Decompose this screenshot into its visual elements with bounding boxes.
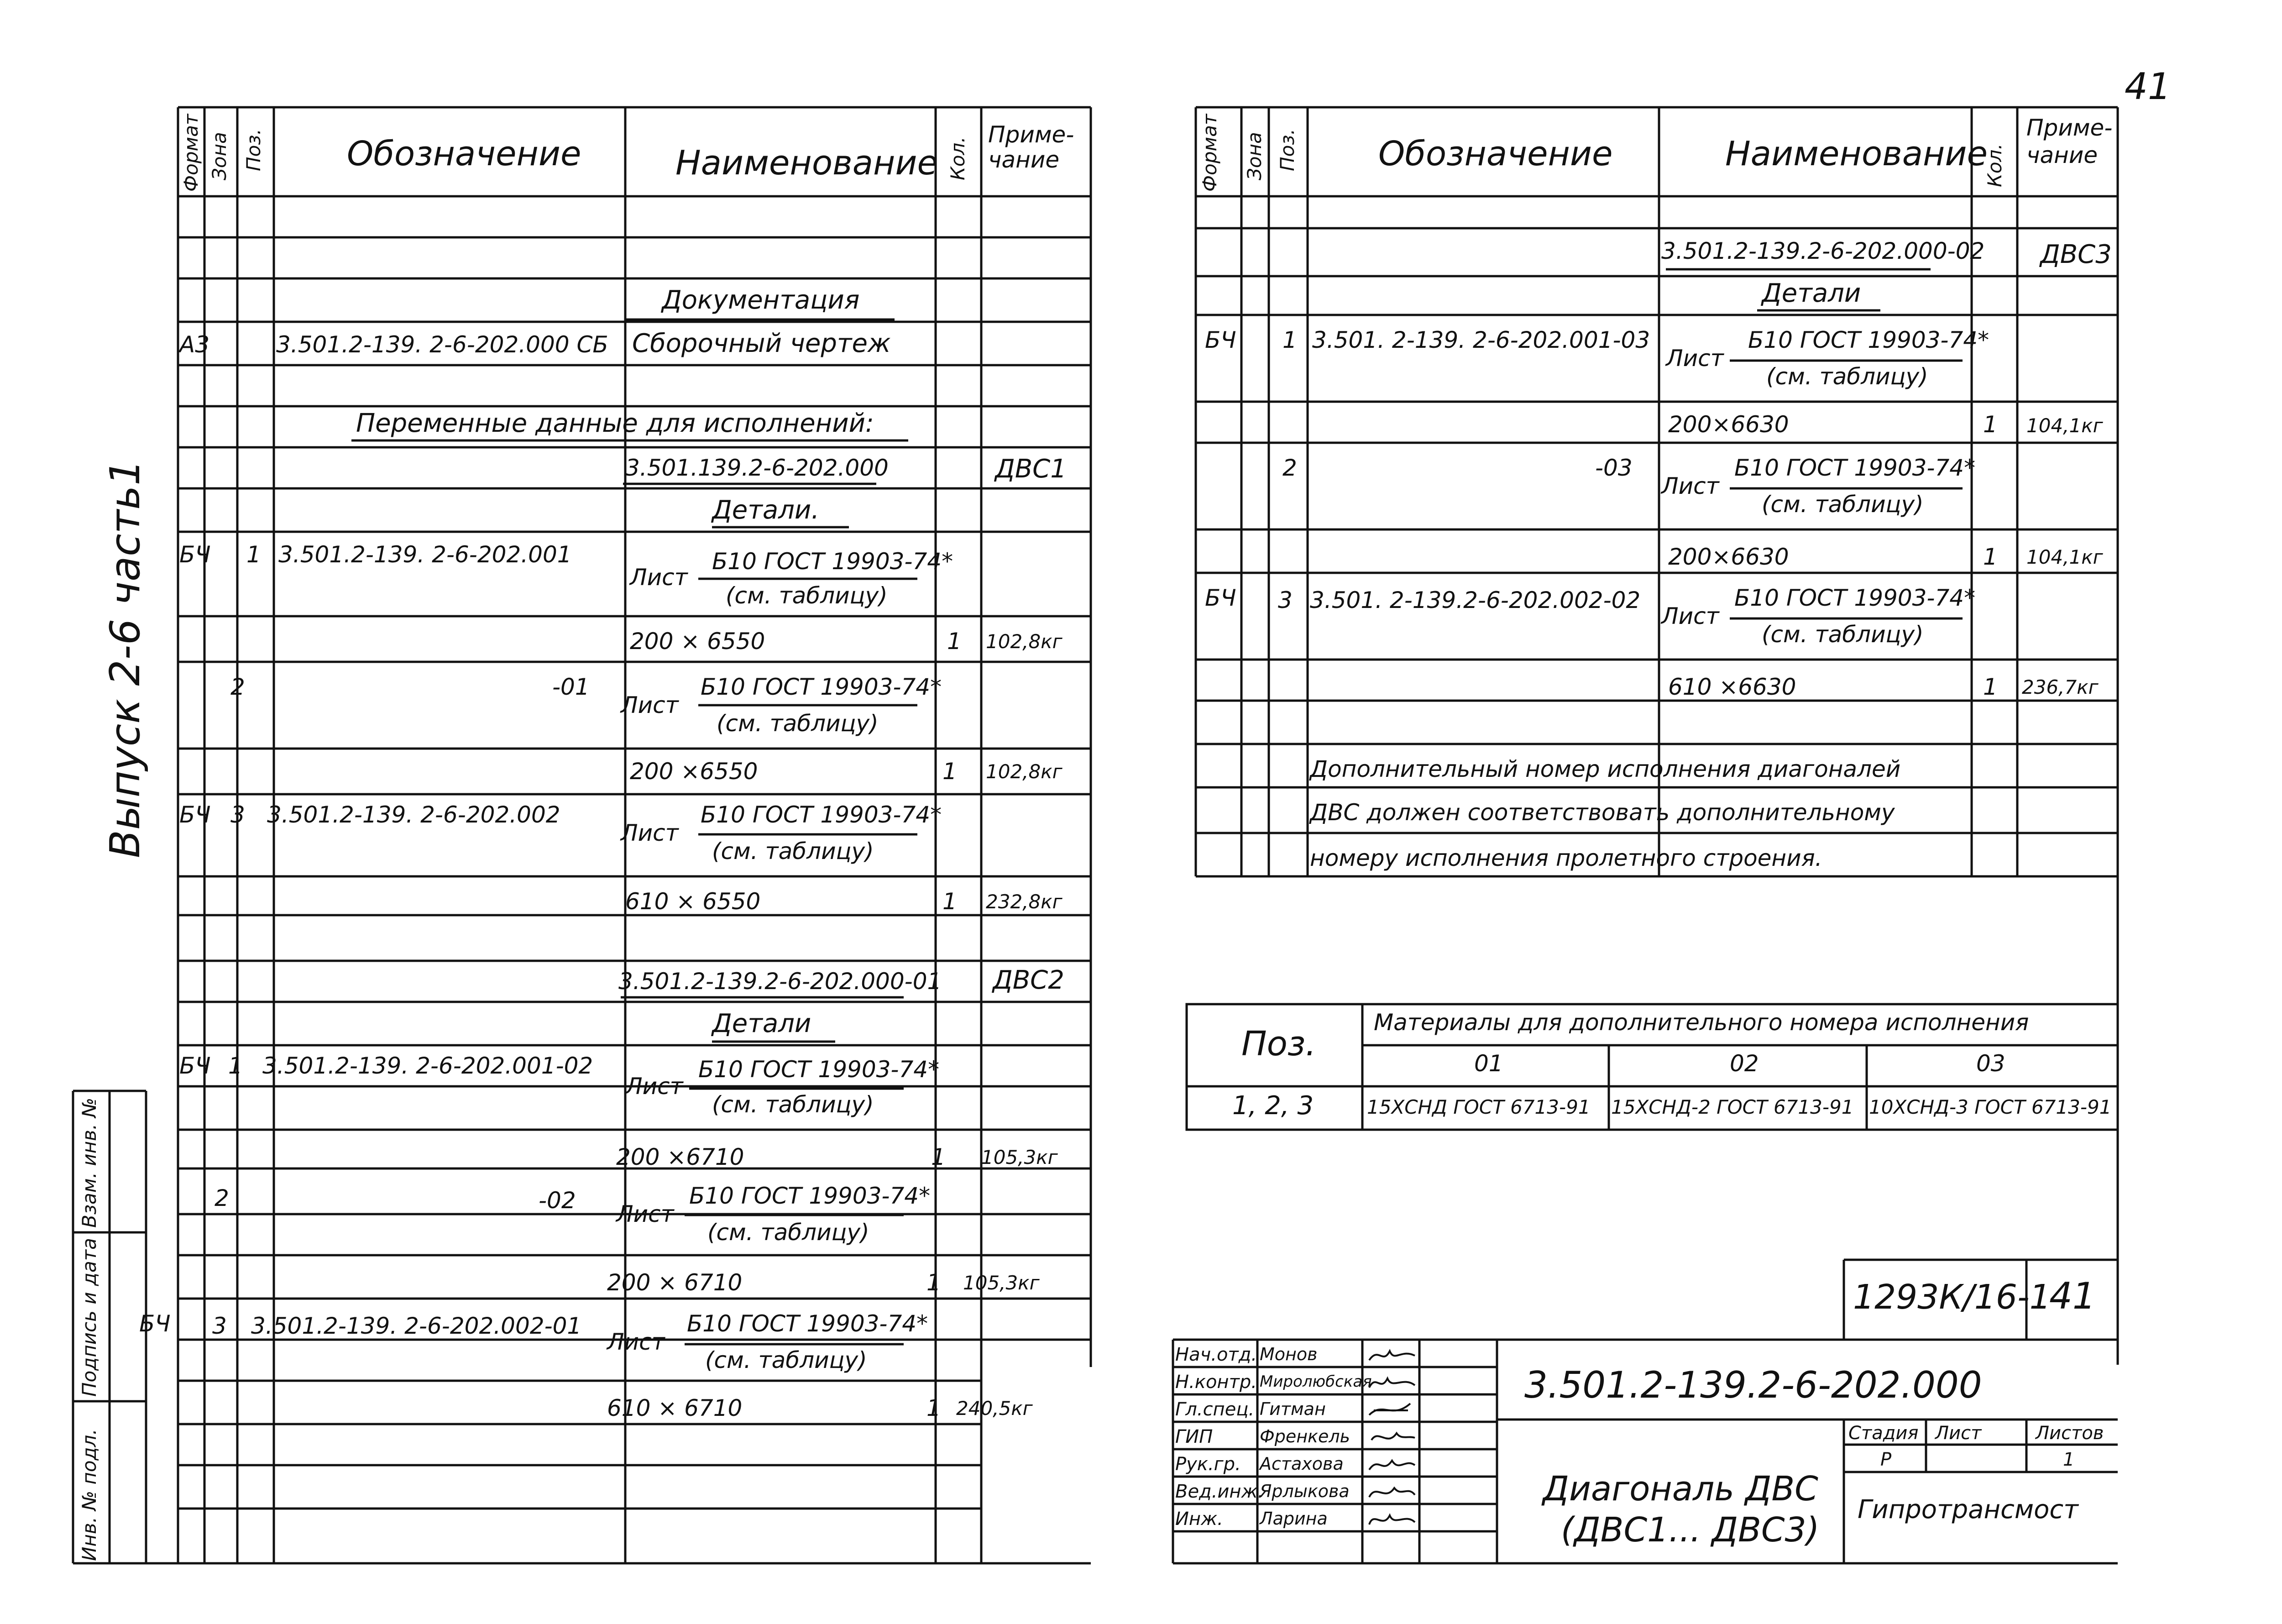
r1-see-table: (см. таблицу) — [726, 582, 888, 609]
r4-qty: 1 — [931, 1144, 946, 1170]
r-header-name: Наименование — [1725, 134, 1988, 173]
r5-mass: 105,3кг — [963, 1272, 1040, 1294]
r1-pos: 1 — [246, 541, 261, 568]
r3-mass: 232,8кг — [986, 891, 1062, 913]
rr2-qty: 1 — [1983, 544, 1998, 570]
name-7: Ларина — [1260, 1509, 1328, 1529]
r2-mass: 102,8кг — [986, 760, 1062, 783]
rr3-size: 610 ×6630 — [1668, 674, 1796, 700]
r6-designation: 3.501.2-139. 2-6-202.002-01 — [251, 1313, 582, 1339]
role-3: Гл.спец. — [1175, 1399, 1255, 1420]
r5-designation: -02 — [539, 1187, 576, 1214]
r1-sheet-spec: Б10 ГОСТ 19903-74* — [712, 548, 953, 575]
r6-see-table: (см. таблицу) — [705, 1347, 867, 1373]
rr3-format: БЧ — [1205, 585, 1236, 611]
r-header-pos: Поз. — [1276, 129, 1298, 171]
doc-designation: 3.501.2-139. 2-6-202.000 СБ — [276, 331, 608, 358]
materials-01: 15ХСНД ГОСТ 6713-91 — [1367, 1096, 1591, 1118]
parts-heading-2: Детали — [712, 1009, 811, 1038]
r-header-note-2: чание — [2026, 142, 2098, 168]
margin-replace-inv: Взам. инв. № — [78, 1097, 100, 1228]
v2-note: ДВС2 — [993, 965, 1064, 995]
r3-see-table: (см. таблицу) — [712, 838, 874, 864]
r2-designation: -01 — [552, 674, 590, 700]
r2-size: 200 ×6550 — [630, 758, 758, 785]
name-6: Ярлыкова — [1260, 1481, 1350, 1501]
r4-format: БЧ — [179, 1053, 211, 1079]
role-6: Вед.инж. — [1175, 1481, 1264, 1502]
header-note-2: чание — [988, 147, 1060, 173]
sheets-label: Листов — [2036, 1423, 2104, 1444]
stage-value: Р — [1880, 1449, 1892, 1470]
name-4: Френкель — [1260, 1426, 1350, 1446]
doc-code: 3.501.2-139.2-6-202.000 — [1524, 1364, 1982, 1406]
materials-col-01: 01 — [1474, 1050, 1503, 1077]
v3-note: ДВС3 — [2040, 240, 2112, 269]
v1-note: ДВС1 — [995, 454, 1067, 484]
materials-col-03: 03 — [1976, 1050, 2005, 1077]
r4-sheet-spec: Б10 ГОСТ 19903-74* — [698, 1056, 940, 1083]
title-line-2: (ДВС1... ДВС3) — [1561, 1510, 1820, 1550]
r1-format: БЧ — [179, 541, 211, 568]
rr3-designation: 3.501. 2-139.2-6-202.002-02 — [1310, 587, 1641, 613]
title-line-1: Диагональ ДВС — [1543, 1469, 1818, 1509]
r5-pos: 2 — [215, 1185, 229, 1211]
materials-title: Материалы для дополнительного номера исполнения — [1374, 1009, 2029, 1036]
signatures — [1365, 1342, 1419, 1561]
note-line-1: Дополнительный номер исполнения диагоналей — [1310, 756, 1901, 782]
rr3-pos: 3 — [1278, 587, 1293, 613]
rr3-sheet-spec: Б10 ГОСТ 19903-74* — [1734, 585, 1976, 611]
r6-sheet-word: Лист — [607, 1329, 665, 1355]
rr1-qty: 1 — [1983, 411, 1998, 438]
materials-pos-header: Поз. — [1241, 1024, 1316, 1063]
r2-pos: 2 — [230, 674, 245, 700]
materials-03: 10ХСНД-3 ГОСТ 6713-91 — [1869, 1096, 2112, 1118]
name-1: Монов — [1260, 1344, 1318, 1364]
r3-sheet-word: Лист — [621, 820, 679, 846]
materials-col-02: 02 — [1730, 1050, 1759, 1077]
header-designation: Обозначение — [347, 134, 581, 173]
rr3-sheet-word: Лист — [1661, 603, 1719, 629]
archive-number: 1293К/16-1 — [1853, 1278, 2051, 1317]
r6-mass: 240,5кг — [956, 1397, 1033, 1420]
r2-sheet-spec: Б10 ГОСТ 19903-74* — [701, 674, 942, 700]
header-name: Наименование — [675, 143, 938, 183]
r2-sheet-word: Лист — [621, 692, 679, 718]
rr1-format: БЧ — [1205, 327, 1236, 353]
role-2: Н.контр. — [1175, 1372, 1257, 1393]
rr2-see-table: (см. таблицу) — [1762, 491, 1924, 518]
r3-pos: 3 — [230, 802, 245, 828]
r5-qty: 1 — [926, 1269, 941, 1296]
rr2-pos: 2 — [1282, 455, 1297, 481]
page-number: 41 — [2125, 65, 2171, 108]
r-header-designation: Обозначение — [1378, 134, 1613, 173]
r6-pos: 3 — [212, 1313, 227, 1339]
sheet-label: Лист — [1935, 1423, 1982, 1444]
v2-designation: 3.501.2-139.2-6-202.000-01 — [618, 968, 942, 995]
r3-designation: 3.501.2-139. 2-6-202.002 — [267, 802, 560, 828]
v3-designation: 3.501.2-139.2-6-202.000-02 — [1661, 238, 1985, 264]
r4-mass: 105,3кг — [981, 1146, 1058, 1168]
r6-sheet-spec: Б10 ГОСТ 19903-74* — [687, 1310, 928, 1337]
album-sheet: 41 — [2049, 1275, 2096, 1317]
materials-02: 15ХСНД-2 ГОСТ 6713-91 — [1611, 1096, 1854, 1118]
rr1-size: 200×6630 — [1668, 411, 1789, 438]
rr1-pos: 1 — [1282, 327, 1297, 353]
r1-qty: 1 — [947, 628, 962, 655]
r-parts-heading: Детали — [1762, 278, 1861, 308]
r4-pos: 1 — [228, 1053, 243, 1079]
r5-sheet-word: Лист — [616, 1201, 674, 1227]
r5-size: 200 × 6710 — [607, 1269, 743, 1296]
r2-see-table: (см. таблицу) — [717, 710, 879, 737]
rr1-mass: 104,1кг — [2026, 414, 2103, 437]
rr1-sheet-word: Лист — [1666, 345, 1724, 372]
rr1-designation: 3.501. 2-139. 2-6-202.001-03 — [1312, 327, 1650, 353]
rr2-designation: -03 — [1595, 455, 1633, 481]
stage-label: Стадия — [1848, 1423, 1919, 1444]
rr2-sheet-spec: Б10 ГОСТ 19903-74* — [1734, 455, 1976, 481]
variable-data-heading: Переменные данные для исполнений: — [356, 409, 874, 438]
r1-size: 200 × 6550 — [630, 628, 765, 655]
r1-mass: 102,8кг — [986, 630, 1062, 653]
v1-designation: 3.501.139.2-6-202.000 — [625, 455, 889, 481]
header-zone: Зона — [208, 132, 230, 180]
r-header-qty: Кол. — [1984, 143, 2006, 187]
name-3: Гитман — [1260, 1399, 1326, 1419]
r3-format: БЧ — [179, 802, 211, 828]
role-5: Рук.гр. — [1175, 1454, 1241, 1475]
r-header-format: Формат — [1199, 114, 1221, 192]
parts-heading-1: Детали. — [712, 495, 820, 525]
documentation-heading: Документация — [662, 285, 860, 315]
role-1: Нач.отд. — [1175, 1344, 1257, 1365]
r1-designation: 3.501.2-139. 2-6-202.001 — [278, 541, 572, 568]
rr3-see-table: (см. таблицу) — [1762, 621, 1924, 648]
rr3-mass: 236,7кг — [2022, 676, 2099, 698]
rr3-qty: 1 — [1983, 674, 1998, 700]
doc-name: Сборочный чертеж — [632, 329, 891, 358]
name-5: Астахова — [1260, 1454, 1344, 1474]
r3-sheet-spec: Б10 ГОСТ 19903-74* — [701, 802, 942, 828]
header-qty: Кол. — [947, 136, 969, 180]
r3-size: 610 × 6550 — [625, 888, 761, 915]
margin-inv-orig: Инв. № подл. — [78, 1429, 100, 1561]
r4-size: 200 ×6710 — [616, 1144, 744, 1170]
r4-sheet-word: Лист — [625, 1073, 683, 1100]
note-line-3: номеру исполнения пролетного строения. — [1310, 845, 1822, 871]
r-header-note-1: Приме- — [2026, 115, 2113, 141]
sheets-value: 1 — [2063, 1449, 2075, 1470]
r2-qty: 1 — [942, 758, 957, 785]
role-4: ГИП — [1175, 1426, 1213, 1447]
doc-format: А3 — [179, 331, 210, 358]
r1-sheet-word: Лист — [630, 564, 688, 591]
header-format: Формат — [180, 114, 202, 192]
r6-format: БЧ — [139, 1310, 171, 1337]
materials-positions: 1, 2, 3 — [1232, 1091, 1314, 1121]
rr1-sheet-spec: Б10 ГОСТ 19903-74* — [1748, 327, 1989, 353]
rr2-sheet-word: Лист — [1661, 473, 1719, 499]
name-2: Миролюбская — [1260, 1373, 1372, 1391]
r3-qty: 1 — [942, 888, 957, 915]
r4-see-table: (см. таблицу) — [712, 1091, 874, 1118]
r6-qty: 1 — [926, 1395, 941, 1421]
r-header-zone: Зона — [1243, 132, 1266, 180]
side-label: Выпуск 2-6 часть1 — [101, 459, 149, 858]
rr1-see-table: (см. таблицу) — [1766, 363, 1928, 390]
rr2-mass: 104,1кг — [2026, 546, 2103, 568]
r5-see-table: (см. таблицу) — [707, 1219, 869, 1246]
role-7: Инж. — [1175, 1509, 1223, 1530]
header-pos: Поз. — [242, 129, 265, 171]
r4-designation: 3.501.2-139. 2-6-202.001-02 — [262, 1053, 593, 1079]
rr2-size: 200×6630 — [1668, 544, 1789, 570]
header-note-1: Приме- — [988, 121, 1074, 148]
margin-sign-date: Подпись и дата — [78, 1238, 100, 1397]
note-line-2: ДВС должен соответствовать дополнительному — [1310, 799, 1895, 826]
organization: Гипротрансмост — [1858, 1495, 2078, 1524]
r5-sheet-spec: Б10 ГОСТ 19903-74* — [689, 1183, 931, 1209]
r6-size: 610 × 6710 — [607, 1395, 743, 1421]
